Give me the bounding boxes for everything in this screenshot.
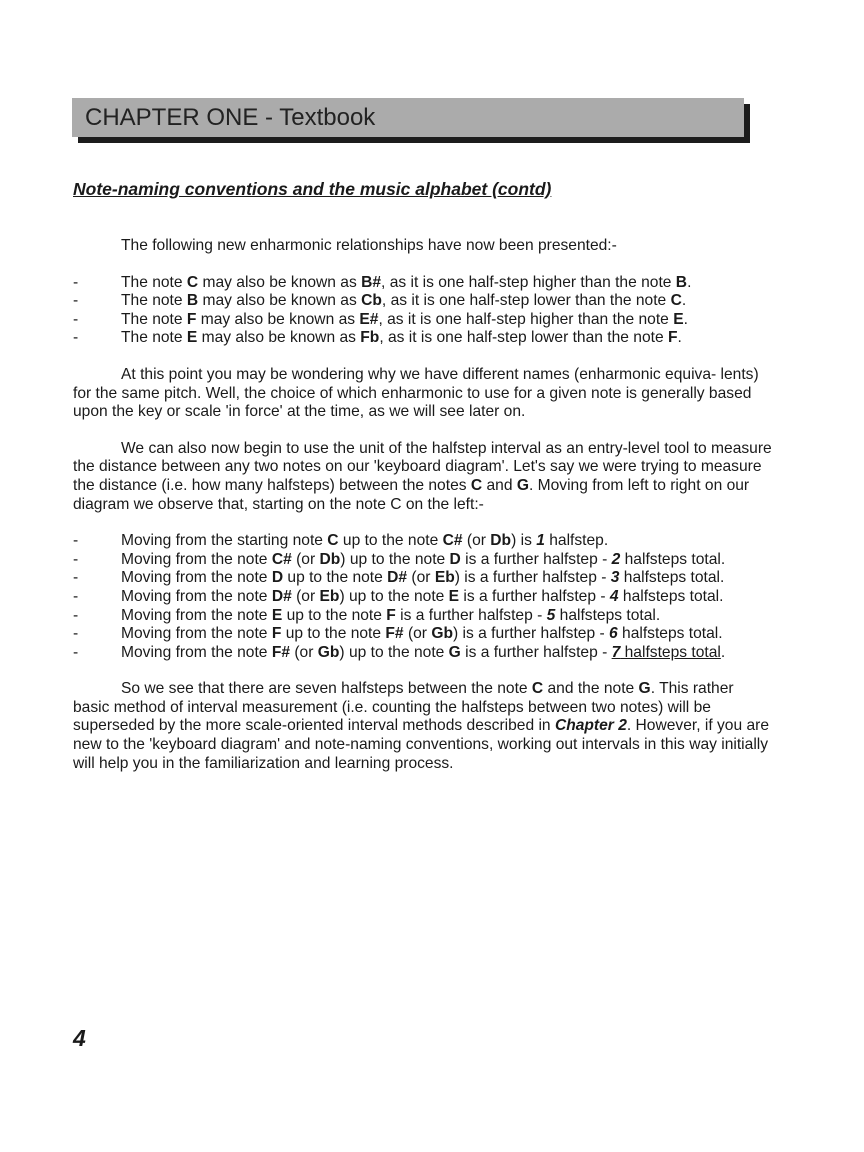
list-dash: - [73, 273, 79, 291]
halfstep-list [73, 532, 773, 662]
list-item: - Moving from the note F# (or Gb) up to the note G is a further halfstep - 7 halfsteps total. [73, 643, 726, 661]
list-dash: - [73, 587, 79, 605]
list-item: - Moving from the note C# (or Db) up to the note D is a further halfstep - 2 halfsteps total. [73, 550, 726, 568]
list-dash: - [73, 606, 79, 624]
list-dash: - [73, 329, 79, 347]
list-item: - The note F may also be known as E#, as it is one half-step higher than the note E. [73, 310, 688, 328]
list-item: - Moving from the note D# (or Eb) up to the note E is a further halfstep - 4 halfsteps total. [73, 587, 724, 605]
enharmonic-explanation-paragraph: At this point you may be wondering why we have different names (enharmonic equiva- lents) for the same pitch. Well, the choice of which enharmonic to use for a given note is generally based upon the key or scale 'in force' at the time, as we will see later on. [73, 365, 759, 421]
list-dash: - [73, 569, 79, 587]
section-title: Note-naming conventions and the music alphabet (contd) [73, 179, 552, 199]
list-dash: - [73, 532, 79, 550]
list-dash: - [73, 625, 79, 643]
chapter-banner [72, 98, 750, 144]
chapter-title: CHAPTER ONE - Textbook [72, 98, 744, 137]
enharmonic-list [73, 274, 773, 348]
list-dash: - [73, 643, 79, 661]
list-item: - Moving from the note E up to the note F is a further halfstep - 5 halfsteps total. [73, 606, 661, 624]
list-item: - The note C may also be known as B#, as it is one half-step higher than the note B. [73, 273, 692, 291]
conclusion-paragraph: So we see that there are seven halfsteps between the note C and the note G. This rather basic method of interval measurement (i.e. counting the halfsteps between two notes) will be superseded by the more scale-oriented interval methods described in Chapter 2. However, if you are new to the 'keyboard diagram' and note-naming conventions, working out intervals in this way initially will help you in the familiarization and learning process. [73, 680, 770, 772]
list-dash: - [73, 550, 79, 568]
list-item: - Moving from the note F up to the note F# (or Gb) is a further halfstep - 6 halfsteps total. [73, 625, 723, 643]
list-dash: - [73, 292, 79, 310]
list-item: - Moving from the starting note C up to the note C# (or Db) is 1 halfstep. [73, 532, 609, 550]
halfstep-intro-paragraph: We can also now begin to use the unit of the halfstep interval as an entry-level tool to measure the distance between any two notes on our 'keyboard diagram'. Let's say we were trying to measure the distance (i.e. how many halfsteps) between the notes C and G. Moving from left to right on our diagram we observe that, starting on the note C on the left:- [73, 439, 772, 513]
list-dash: - [73, 310, 79, 328]
body-text [73, 237, 773, 773]
intro-paragraph: The following new enharmonic relationships have now been presented:- [121, 237, 617, 254]
page-number: 4 [73, 1025, 86, 1051]
list-item: - Moving from the note D up to the note D# (or Eb) is a further halfstep - 3 halfsteps total. [73, 569, 725, 587]
list-item: - The note B may also be known as Cb, as it is one half-step lower than the note C. [73, 292, 687, 310]
list-item: - The note E may also be known as Fb, as it is one half-step lower than the note F. [73, 329, 682, 347]
